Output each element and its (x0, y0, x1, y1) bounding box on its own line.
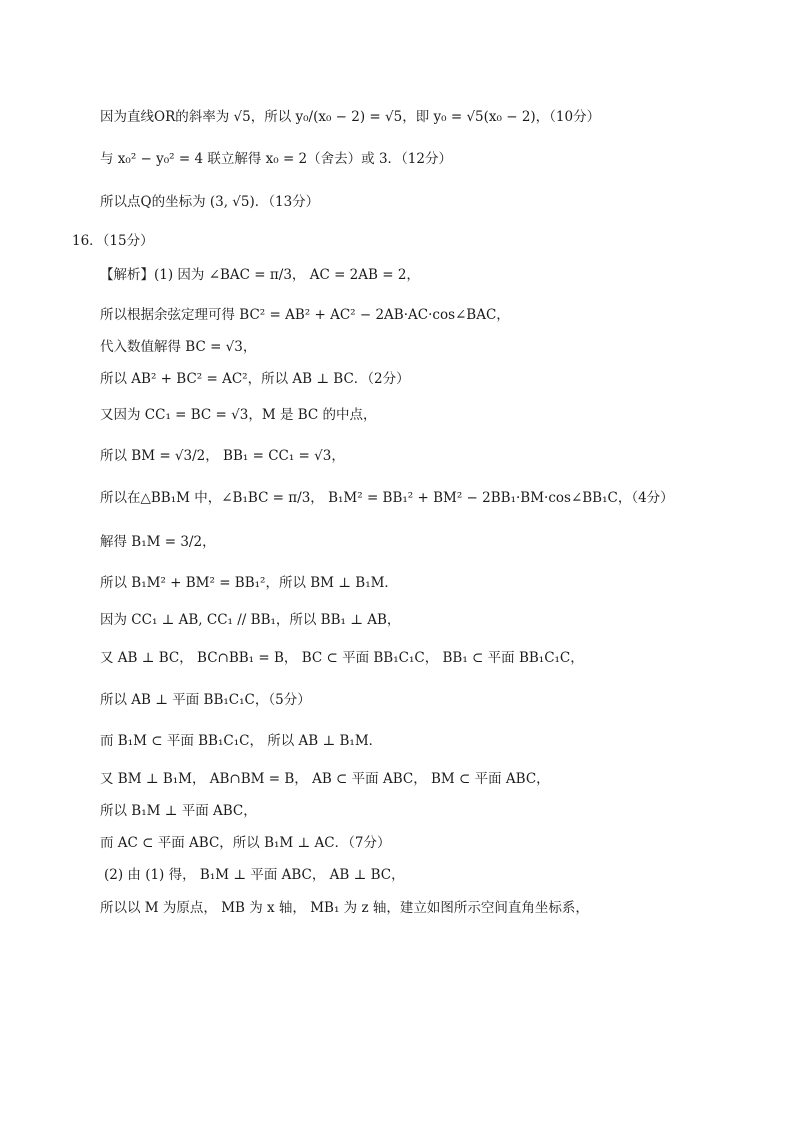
text-line-bc-value: 代入数值解得 BC = √3， (100, 339, 257, 355)
text-line-plane-conditions: 又 AB ⊥ BC， BC∩BB₁ = B， BC ⊂ 平面 BB₁C₁C， BB₁ ⊂ 平面 BB₁C₁C， (100, 650, 584, 666)
text-line-bb1-perp-ab: 因为 CC₁ ⊥ AB, CC₁ // BB₁，所以 BB₁ ⊥ AB， (100, 612, 401, 628)
text-line-bm-perp-b1m: 所以 B₁M² + BM² = BB₁²，所以 BM ⊥ B₁M． (100, 575, 398, 591)
text-line-cosine-law: 所以根据余弦定理可得 BC² = AB² + AC² − 2AB·AC·cos∠BAC， (100, 307, 510, 323)
text-line-slope: 因为直线OR的斜率为 √5，所以 y₀/(x₀ − 2) = √5，即 y₀ = √5(x₀ − 2)，（10分） (100, 109, 601, 125)
text-line-ab-perp-plane: 所以 AB ⊥ 平面 BB₁C₁C，（5分） (100, 692, 311, 708)
text-line-bm-value: 所以 BM = √3/2， BB₁ = CC₁ = √3， (100, 448, 345, 464)
text-line-cc1: 又因为 CC₁ = BC = √3，M 是 BC 的中点， (100, 407, 377, 423)
problem-number-16: 16．（15分） (72, 233, 154, 249)
text-line-coordinate-system: 所以以 M 为原点， MB 为 x 轴， MB₁ 为 z 轴，建立如图所示空间直角坐标系， (100, 900, 589, 916)
text-line-b1m-perp-abc: 所以 B₁M ⊥ 平面 ABC， (100, 803, 257, 819)
text-line-b1m-value: 解得 B₁M = 3/2， (100, 534, 216, 550)
text-line-bm-conditions: 又 BM ⊥ B₁M， AB∩BM = B， AB ⊂ 平面 ABC， BM ⊂ 平面 ABC， (100, 771, 550, 787)
text-line-analysis-start: 【解析】(1) 因为 ∠BAC = π/3， AC = 2AB = 2， (100, 267, 420, 283)
text-line-part2: (2) 由 (1) 得， B₁M ⊥ 平面 ABC， AB ⊥ BC， (104, 867, 405, 883)
text-line-solve-x0: 与 x₀² − y₀² = 4 联立解得 x₀ = 2（舍去）或 3．（12分） (100, 151, 452, 167)
text-line-point-q: 所以点Q的坐标为 (3, √5)．（13分） (100, 194, 320, 210)
text-line-b1m-perp-ac: 而 AC ⊂ 平面 ABC，所以 B₁M ⊥ AC．（7分） (100, 835, 391, 851)
text-line-ab-perp-b1m: 而 B₁M ⊂ 平面 BB₁C₁C， 所以 AB ⊥ B₁M． (100, 733, 383, 749)
text-line-ab-perp-bc: 所以 AB² + BC² = AC²，所以 AB ⊥ BC．（2分） (100, 371, 410, 387)
text-line-triangle: 所以在△BB₁M 中，∠B₁BC = π/3， B₁M² = BB₁² + BM² − 2BB₁·BM·cos∠BB₁C，（4分） (100, 490, 674, 506)
